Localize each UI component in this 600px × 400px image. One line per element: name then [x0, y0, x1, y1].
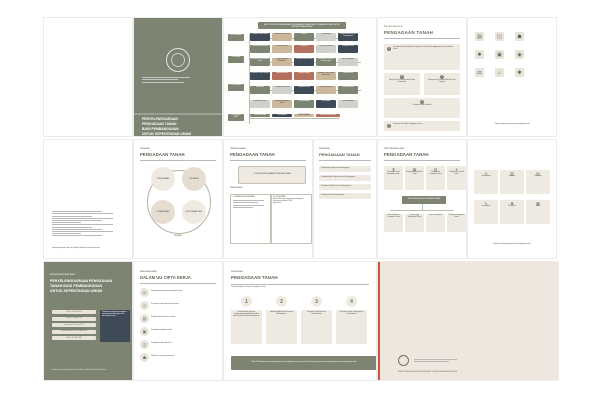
followup-caption: Kegiatan setelah penyerahan hasil pengadaan tanah [493, 243, 531, 245]
page-followup-items[interactable] [468, 140, 556, 258]
persiapan-wide-subtitle: Tahapan Kebijakan Persiapan Pengadaan Tanah [231, 287, 266, 288]
flow-node-keberatan[interactable]: Keberatan [294, 45, 314, 53]
cipta-row-3-label: Penguatan dokumen perencanaan [151, 317, 176, 319]
flow-node-penetapan-lokasi[interactable]: Penetapan Lokasi [338, 45, 358, 53]
persiapan-wide-step-1-label: Pemberitahuan Rencana Pembangunan kepada Masyarakat pada Rencana Lokasi Pembangunan [233, 312, 260, 318]
people-icon: ☗ [140, 353, 149, 362]
perencanaan-item-2: Kesesuaian dengan RTRW [273, 201, 293, 203]
map-icon[interactable]: ◲ [495, 32, 504, 41]
cover-title-line-1: PENYELENGGARAAN [142, 117, 178, 121]
perencanaan-col-a-title: 1. DISUSUN OLEH INSTANSI [233, 197, 255, 198]
cipta-row-4[interactable] [140, 327, 216, 336]
followup-item-5-label: Sertipikasi [508, 206, 516, 207]
report-icon: ▤ [536, 171, 540, 176]
policy-footer: Sumber: Kementerian Agraria dan Tata Ruang / Badan Pertanahan Nasional [52, 369, 106, 371]
flow-node-instansi[interactable]: Instansi Pemerlu Tanah [272, 33, 292, 41]
persiapan-step-2[interactable] [319, 175, 371, 181]
cover-divider [134, 113, 222, 115]
flow-legend [250, 114, 340, 117]
archive-icon: ▩ [536, 201, 540, 206]
pelaksanaan-step-4[interactable] [384, 98, 460, 118]
legend-chip-3: PELAKSANAAN [294, 114, 314, 117]
flow-node-kantor-pertanahan[interactable]: Kantor Pertanahan [316, 86, 336, 94]
flow-node-dokumen-perencanaan[interactable]: Dokumen Perencanaan [250, 33, 270, 41]
followup-item-4[interactable] [474, 200, 498, 224]
page-back-cover[interactable] [378, 262, 558, 380]
penyerahan-card-3[interactable] [426, 166, 445, 190]
pelaksanaan-kicker: PELAKSANAAN [384, 26, 403, 28]
doc-icon: ▤ [140, 314, 149, 323]
tahapan-title: PENGADAAN TANAH [140, 152, 185, 157]
persiapan-step-4-label: Penetapan Lokasi Pembangunan [321, 195, 345, 197]
penyerahan-kicker: PENYERAHAN HASIL [384, 148, 405, 150]
policy-title-line-1: PENYELENGGARAAN PENGADAAN [50, 279, 113, 283]
clock-icon: ◷ [140, 301, 149, 310]
persiapan-kicker: PERSIAPAN [319, 148, 330, 150]
tree-child-3-label: Kantor Pertanahan [428, 215, 443, 216]
penyerahan-card-2[interactable] [405, 166, 424, 190]
followup-item-3-label: Pelaporan [534, 176, 542, 177]
cover-title-line-3: BAGI PEMBANGUNAN [142, 126, 179, 131]
cipta-row-5[interactable] [140, 340, 216, 349]
cipta-rule [140, 283, 216, 284]
tree-child-2-label: Instansi yang Memerlukan Tanah [407, 215, 422, 219]
policy-title-line-3: UNTUK KEPENTINGAN UMUM [50, 289, 102, 294]
calendar-icon: ▦ [412, 167, 417, 172]
flow-node-konsultasi-publik[interactable]: Konsultasi Publik [272, 45, 292, 53]
tahapan-node-penyerahan[interactable] [182, 200, 206, 224]
followup-item-1-label: Pemantauan [481, 176, 491, 177]
tree-child-1-label: Ketua Pelaksana Pengadaan Tanah [387, 215, 400, 219]
flow-node-dokumen-pengadaan[interactable]: Dokumen Pengadaan Tanah [272, 100, 292, 108]
pelaksanaan-step-3[interactable] [424, 73, 460, 95]
perencanaan-item-3: Letak tanah [273, 203, 282, 205]
back-cover-logos [398, 355, 464, 366]
people-icon[interactable]: ☗ [515, 32, 524, 41]
policy-side-note[interactable] [100, 310, 130, 342]
persiapan-wide-step-2[interactable] [266, 296, 297, 344]
gavel-icon: ⚖ [140, 288, 149, 297]
pelaksanaan-step-1[interactable] [384, 44, 460, 70]
step-3-number: 3 [441, 76, 443, 78]
flow-node-gubernur[interactable]: Gubernur [294, 33, 314, 41]
flow-node-pendataan-awal[interactable]: Pendataan Awal Lokasi [250, 45, 270, 53]
step-5-number: 5 [388, 125, 390, 127]
followup-item-1[interactable] [474, 170, 498, 194]
persiapan-step-list [319, 166, 371, 199]
legend-chip-1: PERENCANAAN [250, 114, 270, 117]
perencanaan-col-a[interactable] [230, 194, 272, 244]
eye-icon: ◎ [484, 171, 488, 176]
perencanaan-title: PENGADAAN TANAH [230, 152, 275, 157]
cipta-row-2[interactable] [140, 301, 216, 310]
cipta-row-6[interactable] [140, 353, 216, 362]
penyerahan-card-1[interactable] [384, 166, 403, 190]
page-persiapan-wide[interactable] [224, 262, 376, 380]
cipta-row-list [140, 288, 216, 362]
flow-node-pengumuman-penetapan[interactable]: Pengumuman Penetapan Lokasi [250, 58, 270, 66]
perencanaan-rule [230, 160, 306, 161]
pelaksanaan-title: PENGADAAN TANAH [384, 30, 434, 35]
persiapan-wide-footer-note [231, 356, 376, 370]
cipta-row-6-label: Pelibatan masyarakat terdampak [151, 356, 175, 358]
legend-chip-2: PERSIAPAN [272, 114, 292, 117]
pelaksanaan-rule [384, 38, 460, 39]
tahapan-node-pelaksanaan-label: PELAKSANAAN [156, 210, 170, 213]
icon-grid [475, 32, 524, 77]
persiapan-step-3-label: Konsultasi Publik Rencana Pembangunan [321, 186, 351, 188]
step-3-label: Musyawarah Penetapan Bentuk Ganti Kerugian [428, 80, 456, 84]
bank-icon: ▣ [140, 327, 149, 336]
followup-item-2[interactable] [500, 170, 524, 194]
flow-node-perencanaan[interactable]: PERENCANAAN [228, 34, 244, 41]
flow-node-penyerahan-hasil[interactable]: PENYERAHAN HASIL [228, 114, 244, 121]
penyerahan-title: PENGADAAN TANAH [384, 152, 429, 157]
persiapan-wide-step-1[interactable] [231, 296, 262, 344]
page-penyerahan-hasil[interactable] [378, 140, 466, 258]
flow-node-persiapan-2[interactable]: PERSIAPAN [316, 100, 336, 108]
persiapan-step-1[interactable] [319, 166, 371, 172]
stamp-icon[interactable]: ✱ [515, 68, 524, 77]
persiapan-step-2-label: Pendataan Awal Lokasi Rencana Pembangunan [321, 177, 356, 179]
policy-title [50, 279, 124, 294]
tahapan-node-persiapan-label: PERSIAPAN [189, 177, 199, 180]
camera-icon[interactable]: ◉ [515, 50, 524, 59]
page-policy-overview[interactable] [44, 262, 132, 380]
page-flow-diagram[interactable] [224, 18, 376, 136]
policy-chip-2[interactable]: PP No. 19 Tahun 2021 [52, 317, 96, 321]
page-blank[interactable] [44, 18, 132, 136]
file-icon: ▤ [433, 167, 438, 172]
page-notes[interactable] [44, 140, 132, 258]
page-icon-grid[interactable] [468, 18, 556, 136]
tahapan-node-perencanaan-label: PERENCANAAN [156, 177, 170, 180]
chart-icon: ▥ [510, 171, 514, 176]
followup-item-2-label: Evaluasi [508, 176, 516, 177]
followup-item-4-label: Pendaftaran [481, 206, 491, 207]
flow-node-lembaga-pertanahan[interactable]: Lembaga Pertanahan [272, 86, 292, 94]
policy-chip-5[interactable]: UU No. 11 Tahun 2020 [52, 336, 96, 340]
cipta-row-1-label: Penyederhanaan tahapan pengadaan tanah [151, 291, 183, 293]
persiapan-wide-kicker: PERSIAPAN [231, 271, 243, 273]
persiapan-step-3[interactable] [319, 184, 371, 190]
cover-subtitle-lines [142, 76, 202, 84]
flow-node-pelaksanaan-2[interactable]: PELAKSANAAN [338, 100, 358, 108]
flow-node-musyawarah[interactable]: Musyawarah Penetapan Ganti Kerugian [316, 58, 336, 66]
tahapan-node-persiapan[interactable] [182, 167, 206, 191]
followup-item-5[interactable] [500, 200, 524, 224]
persiapan-step-4[interactable] [319, 193, 371, 199]
penyerahan-card-2-label: Paling lama 3 (tiga) hari kerja [406, 172, 423, 176]
page-pelaksanaan[interactable] [378, 18, 466, 136]
flow-node-penilaian[interactable]: Penilaian Ganti Kerugian [294, 58, 314, 66]
page-perencanaan[interactable] [224, 140, 312, 258]
cipta-row-5-label: Pengadaan tanah skala kecil [151, 343, 172, 345]
flow-connector-h4 [249, 118, 339, 119]
persiapan-wide-title: PENGADAAN TANAH [231, 275, 278, 280]
cipta-title: DALAM UU CIPTA KERJA [140, 275, 191, 280]
policy-title-line-2: TANAH BAGI PEMBANGUNAN [50, 284, 103, 289]
page-persiapan-narrow[interactable] [314, 140, 376, 258]
persiapan-wide-step-4-label: Penetapan Lokasi Pembangunan oleh Gubernur [339, 312, 364, 316]
penyerahan-tree-root[interactable] [402, 196, 446, 204]
flow-node-pelaksanaan[interactable]: PELAKSANAAN [228, 84, 244, 91]
tahapan-node-penyerahan-label: PENYERAHAN HASIL [185, 210, 203, 213]
penyerahan-card-1-label: Penyerahan hasil pengadaan tanah [387, 172, 400, 176]
garuda-seal-icon [166, 48, 190, 72]
notes-footer: Kementerian Agraria dan Tata Ruang / Badan Pertanahan Nasional [52, 247, 100, 249]
cipta-row-4-label: Pendanaan pengadaan tanah [151, 330, 173, 332]
step-1-label: Inventarisasi dan Identifikasi Penguasaan, Pemilikan, Penggunaan dan Pemanfaatan Tanah [393, 47, 454, 51]
flow-node-mahkamah-agung[interactable]: Mahkamah Agung [294, 72, 314, 80]
persiapan-title: PENGADAAN TANAH [319, 152, 360, 157]
penyerahan-rule [384, 160, 460, 161]
page-tahapan[interactable] [134, 140, 222, 258]
persiapan-wide-step-2-number: 2 [276, 296, 287, 307]
persiapan-wide-step-3-label: Konsultasi Publik Rencana Pembangunan [307, 312, 326, 316]
flow-node-persiapan[interactable]: PERSIAPAN [228, 56, 244, 63]
cipta-row-1[interactable] [140, 288, 216, 297]
policy-chip-3[interactable]: Perpres No. 71 Tahun 2012 [52, 323, 96, 327]
perencanaan-col-b-title: 2. ISI DOKUMEN [273, 197, 286, 198]
followup-item-6-label: Arsip [536, 206, 540, 207]
tahapan-kicker: TAHAPAN [140, 148, 150, 150]
cover-title-line-4: UNTUK KEPENTINGAN UMUM [142, 131, 191, 136]
page-cover[interactable] [134, 18, 222, 136]
persiapan-wide-rule [231, 284, 369, 285]
step-2-number: 2 [401, 76, 403, 78]
hourglass-icon: ⧗ [392, 167, 395, 172]
persiapan-wide-step-4[interactable] [336, 296, 367, 344]
flow-header: ALUR PENYELENGGARAAN PENGADAAN TANAH BAGI PEMBANGUNAN UNTUK KEPENTINGAN UMUM [258, 22, 346, 29]
penyerahan-card-3-label: Berita acara penyerahan hasil [429, 172, 442, 176]
back-cover-caption: KEMENTERIAN AGRARIA DAN TATA RUANG / BADAN PERTANAHAN NASIONAL [398, 371, 458, 373]
step-4-label: Pemberian Ganti Kerugian [412, 105, 432, 106]
kementerian-atr-bpn-wordmark [414, 358, 464, 364]
flow-node-inventarisasi[interactable]: Inventarisasi dan Identifikasi [272, 58, 292, 66]
flow-node-pelepasan-hak[interactable]: Pelepasan Hak [338, 72, 358, 80]
tree-child-4[interactable] [447, 214, 466, 232]
tree-child-3[interactable] [426, 214, 445, 232]
penyerahan-tree-root-label: PENYERAHAN HASIL PENGADAAN TANAH [407, 198, 441, 200]
flow-node-pendaftaran-hak[interactable]: Pendaftaran Hak [338, 86, 358, 94]
flow-node-tim-persiapan[interactable]: Tim Persiapan [316, 33, 336, 41]
flow-node-pengadilan-negeri[interactable]: Pengadilan Negeri [272, 72, 292, 80]
followup-item-3[interactable] [526, 170, 550, 194]
persiapan-wide-step-2-label: Pendataan Awal Lokasi Rencana Pembangunan [269, 312, 294, 316]
page-cipta-kerja[interactable] [134, 262, 222, 380]
tahapan-center-label: TAHAPAN [174, 236, 182, 237]
register-icon: ✎ [484, 201, 488, 206]
certificate-icon: ✦ [454, 167, 459, 172]
icon-grid-caption: Tahapan kegiatan pelaksanaan pengadaan tanah [494, 123, 530, 125]
cover-title [142, 117, 206, 136]
policy-side-note-label: Perubahan pengaturan pengadaan tanah bagi pembangunan untuk kepentingan umum [102, 312, 127, 318]
penyerahan-card-4[interactable] [447, 166, 466, 190]
persiapan-wide-steps [231, 296, 369, 344]
notes-lines [52, 210, 124, 237]
persiapan-wide-step-1-number: 1 [241, 296, 252, 307]
perencanaan-badge[interactable] [238, 166, 306, 184]
persiapan-wide-footer-note-label: Waktu Pelaksanaan Persiapan Pengadaan Tanah paling lama 60 (enam puluh) hari kerja sejak diterimanya dokumen perencanaan pengadaan tanah [251, 361, 357, 363]
map-icon: ◲ [140, 340, 149, 349]
flow-node-berita-acara[interactable]: Berita Acara [250, 86, 270, 94]
perencanaan-section: PERENCANAAN [230, 188, 243, 189]
perencanaan-item-1: Maksud dan tujuan rencana pembangunan [273, 199, 304, 201]
tree-child-4-label: Dokumen Pengadaan Tanah [448, 215, 465, 219]
scale-icon[interactable]: ⚖ [475, 68, 484, 77]
tree-child-1[interactable] [384, 214, 403, 232]
house-icon[interactable]: ⌂ [495, 68, 504, 77]
kementerian-atr-bpn-logo-icon [398, 355, 409, 366]
followup-grid [474, 170, 550, 224]
policy-chip-1[interactable]: UU No. 2 Tahun 2012 [52, 310, 96, 314]
money-icon[interactable]: ▣ [495, 50, 504, 59]
tahapan-node-perencanaan[interactable] [151, 167, 175, 191]
policy-chip-4[interactable]: Permen ATR/BPN No. 19 Tahun 2021 [52, 330, 96, 334]
pelaksanaan-step-2[interactable] [384, 73, 420, 95]
step-5-label: Pelepasan Hak Objek Pengadaan Tanah [393, 124, 422, 125]
tahapan-rule [140, 160, 216, 161]
persiapan-wide-step-4-number: 4 [346, 296, 357, 307]
cipta-kicker: KEBIJAKAN BARU [140, 271, 158, 273]
penyerahan-tree-children [384, 214, 466, 232]
flow-node-perencanaan-2[interactable]: PERENCANAAN [294, 100, 314, 108]
tree-child-2[interactable] [405, 214, 424, 232]
followup-item-6[interactable] [526, 200, 550, 224]
penyerahan-card-row [384, 166, 466, 190]
document-icon[interactable]: ▤ [475, 32, 484, 41]
persiapan-rule [319, 160, 371, 161]
policy-chip-list [52, 310, 96, 340]
flow-node-pemberian-ganti[interactable]: Pemberian Ganti Kerugian [250, 72, 270, 80]
step-4-number: 4 [421, 101, 423, 103]
tahapan-node-pelaksanaan[interactable] [151, 200, 175, 224]
persiapan-wide-step-3[interactable] [301, 296, 332, 344]
perencanaan-badge-label: DOKUMEN PERENCANAAN PENGADAAN TANAH [253, 173, 291, 175]
handshake-icon[interactable]: ✹ [475, 50, 484, 59]
cipta-row-2-label: Percepatan jangka waktu penyelesaian [151, 304, 179, 306]
flow-node-konsinyasi[interactable]: Penitipan Ganti Kerugian (Konsinyasi) [316, 72, 336, 80]
tree-connector-h [390, 210, 454, 211]
perencanaan-col-b[interactable] [270, 194, 312, 244]
pelaksanaan-step-5[interactable] [384, 121, 460, 131]
step-1-number: 1 [388, 48, 390, 50]
flow-node-tim-kajian[interactable]: Tim Kajian Keberatan [316, 45, 336, 53]
legend-chip-4: PENYERAHAN HASIL [316, 114, 340, 117]
flow-node-hasil-kesepakatan[interactable]: Hasil Kesepakatan [338, 58, 358, 66]
persiapan-step-1-label: Pemberitahuan Rencana Pembangunan [321, 168, 350, 169]
cover-title-line-2: PENGADAAN TANAH [142, 121, 177, 126]
persiapan-wide-step-3-number: 3 [311, 296, 322, 307]
flow-node-pemutakhiran-data[interactable]: Pemutakhiran Data [250, 100, 270, 108]
certificate-badge-icon: ✹ [510, 201, 514, 206]
step-2-label: Penilaian Ganti Kerugian oleh Penilai Pertanahan [388, 80, 416, 84]
policy-kicker: SEKILAS PERATURAN BARU [50, 274, 76, 276]
cipta-row-3[interactable] [140, 314, 216, 323]
flow-node-pemberitahuan[interactable]: Pemberitahuan Rencana Pembangunan [338, 33, 358, 41]
perencanaan-kicker: PERENCANAAN [230, 148, 246, 150]
flow-node-penyerahan-hasil-2[interactable]: Penyerahan Hasil [294, 86, 314, 94]
penyerahan-card-4-label: Pendaftaran hak atas tanah [448, 172, 465, 176]
